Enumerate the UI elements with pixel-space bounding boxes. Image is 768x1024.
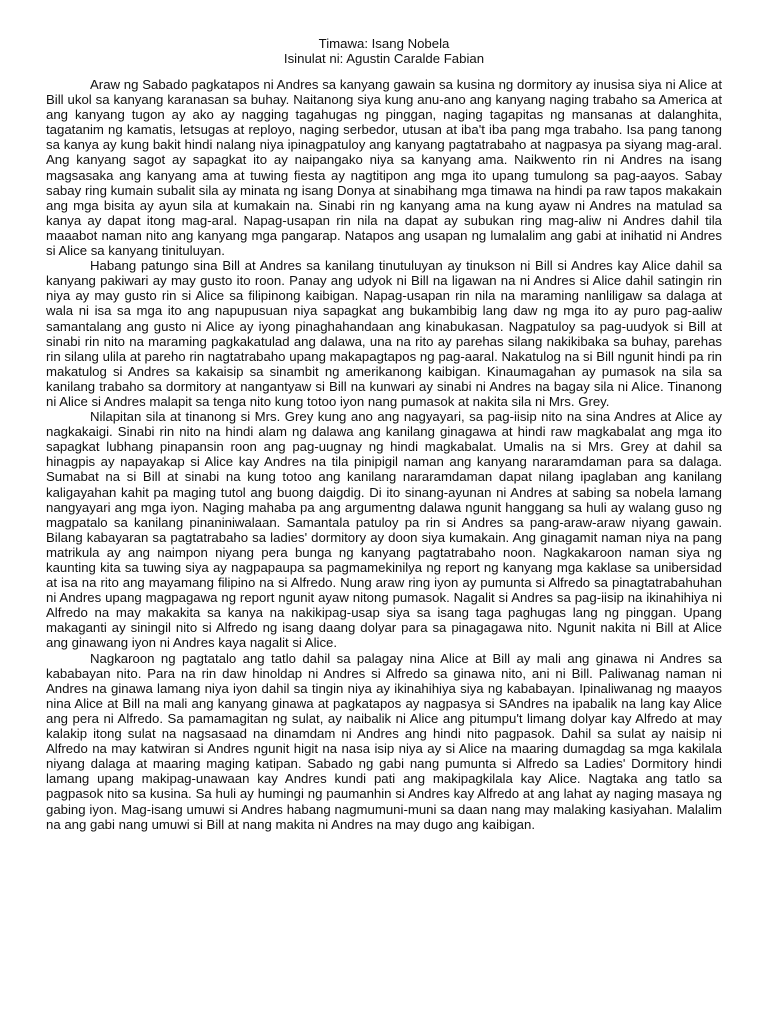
paragraph-4: Nagkaroon ng pagtatalo ang tatlo dahil sa palagay nina Alice at Bill ay mali ang ginawa ni Andres sa kababayan nito. Para na rin daw hinoldap ni Andres si Alfredo sa ginawa nito, ani ni Bill. Paliwanag naman ni Andres na ginawa lamang niya iyon dahil sa tingin niya ay ikinahihiya siya ng kababayan. Ipinaliwanag ng maayos nina Alice at Bill na mali ang kanyang ginawa at pagkatapos ay nagpasya si SAndres na ipabalik na lang kay Alice ang pera ni Alfredo. Sa pamamagitan ng sulat, ay naibalik ni Alice ang pitumpu't limang dolyar kay Alfredo at may kalakip itong sulat na nagsasaad na dinamdam ni Andres ang hindi nito pagpasok. Dahil sa sulat ay naisip ni Alfredo na may katwiran si Andres ngunit higit na nasa isip niya ay si Alice na maaring dumagdag sa mga kakilala niyang dalaga at maaring maging katipan. Sabado ng gabi nang pumunta si Alfredo sa Ladies' Dormitory hindi lamang upang makipag-unawaan kay Andres kundi pati ang makipagkilala kay Alice. Nagtaka ang tatlo sa pagpasok nito sa kusina. Sa huli ay humingi ng paumanhin si Andres kay Alfredo at ang lahat ay naging masaya ng gabing iyon. Mag-isang umuwi si Andres habang nagmumuni-muni sa daan nang may malaking kasiyahan. Malalim na ang gabi nang umuwi si Bill at nang makita ni Andres na may dugo ang kaibigan.: [46, 650, 722, 832]
document-body: [46, 77, 722, 832]
document-title: Timawa: Isang Nobela: [318, 36, 450, 51]
paragraph-3: Nilapitan sila at tinanong si Mrs. Grey kung ano ang nagyayari, sa pag-iisip nito na sina Andres at Alice ay nagkakaigi. Sinabi rin nito na hindi alam ng dalawa ang kanilang ginagawa at hindi raw magkabalat ang mga ito sapagkat lubhang pinapansin roon ang pag-uugnay ng hindi magkabalat. Umalis na si Mrs. Grey at dahil sa hinagpis ay napayakap si Alice kay Andres na tila pinipigil naman ang kanyang nararamdaman para sa dalaga. Sumabat na si Bill at sinabi na kung totoo ang kanilang nararamdaman dapat nilang ipaglaban ang kanilang kaligayahan kahit pa maging tutol ang buong daigdig. Di ito sinang-ayunan ni Andres at sabing sa nobela lamang nangyayari ang mga iyon. Naging mahaba pa ang argumentng dalawa ngunit hanggang sa huli ay walang guso ng magpatalo sa kanilang pinaniniwalaan. Samantala patuloy pa rin si Andres sa pang-araw-araw niyang gawain. Bilang kabayaran sa pagtatrabaho sa ladies' dormitory ay doon siya kumakain. Ang ginagamit naman niya na pang matrikula ay ang naimpon niyang pera bunga ng kanyang pagtatrabaho noon. Nagkakaroon naman siya ng kaunting kita sa tuwing siya ay nagpapaupa sa pagmamekinilya ng report ng kanyang mga kaklase sa unibersidad at isa na rito ang mayamang filipino na si Alfredo. Nung araw ring iyon ay pumunta si Alfredo sa pinagtatrabahuhan ni Andres upang magpagawa ng report ngunit ayaw nitong pumasok. Nagalit si Andres sa pag-iisip na ikinahihiya ni Alfredo na may makakita sa kanya na nakikipag-usap siya sa isang taga paghugas lang ng pinggan. Upang makaganti ay siningil nito si Alfredo ng isang daang dolyar para sa pinagagawa nito. Ngunit nakita ni Bill at Alice ang ginawang iyon ni Andres kaya nagalit si Alice.: [46, 409, 722, 651]
document-header: [46, 36, 722, 66]
paragraph-2: Habang patungo sina Bill at Andres sa kanilang tinutuluyan ay tinukson ni Bill si Andres kay Alice dahil sa kanyang pakiwari ay may gusto ito roon. Panay ang udyok ni Bill na ligawan na ni Andres si Alice dahil satingin rin niya ay may gusto rin si Alice sa filipinong kaibigan. Napag-usapan rin nila na maraming nanliligaw sa dalaga at wala ni isa sa mga ito ang napupusuan niya sapagkat ang bukambibig lang daw ng mga ito ay puro pag-aaliw samantalang ang gusto ni Alice ay iyong pinaghahandaan ang kinabukasan. Nagpatuloy sa pag-uudyok si Bill at sinabi rin nito na maraming pagkakatulad ang dalawa, una na rito ay parehas silang nakikibaka sa buhay, parehas rin silang ulila at pareho rin nagtatrabaho upang makapagtapos ng pag-aaral. Nakatulog na si Bill ngunit hindi pa rin makatulog si Andres sa kakaisip sa sinambit ng amerikanong kaibigan. Kinaumagahan ay pumasok na sila sa kanilang trabaho sa dormitory at nangantyaw si Bill na kunwari ay sinabi ni Andres na bagay sila ni Alice. Tinanong ni Alice si Andres malapit sa tenga nito kung totoo iyon nang pumasok at nakita sila ni Mrs. Grey.: [46, 258, 722, 409]
paragraph-1: Araw ng Sabado pagkatapos ni Andres sa kanyang gawain sa kusina ng dormitory ay inusisa siya ni Alice at Bill ukol sa kanyang karanasan sa buhay. Naitanong siya kung anu-ano ang kanyang naging trabaho sa America at ang kanyang tugon ay ako ay nagging tagahugas ng pinggan, naging tagapitas ng mansanas at dalanghita, tagatanim ng kamatis, letsugas at reployo, naging serbedor, utusan at iba't iba pang mga trabaho. Isa pang tanong sa kanya ay kung bakit hindi nalang niya ipinagpatuloy ang kanyang pagtatrabaho at nagpasya pa siyang mag-aral. Ang kanyang sagot ay sapagkat ito ay naipangako niya sa kanyang ama. Naikwento rin ni Andres na isang magsasaka ang kanyang ama at tuwing fiesta ay nagtitipon ang mga ito upang tumulong sa pag-aayos. Sabay sabay ring kumain subalit sila ay minata ng isang Donya at sinabihang mga timawa na hindi pa raw tapos makakain ang mga bisita ay ayun sila at kumakain na. Sinabi rin ng kanyang ama na kung ayaw ni Andres na matulad sa kanya ay dapat itong mag-aral. Napag-usapan rin nila na dapat ay subukan ring mag-aliw ni Andres dahil tila maaabot naman nito ang kanyang mga pangarap. Natapos ang usapan ng lumalalim ang gabi at inihatid ni Andres si Alice sa kanyang tinituluyan.: [46, 77, 722, 259]
author-line: Isinulat ni: Agustin Caralde Fabian: [283, 51, 485, 66]
